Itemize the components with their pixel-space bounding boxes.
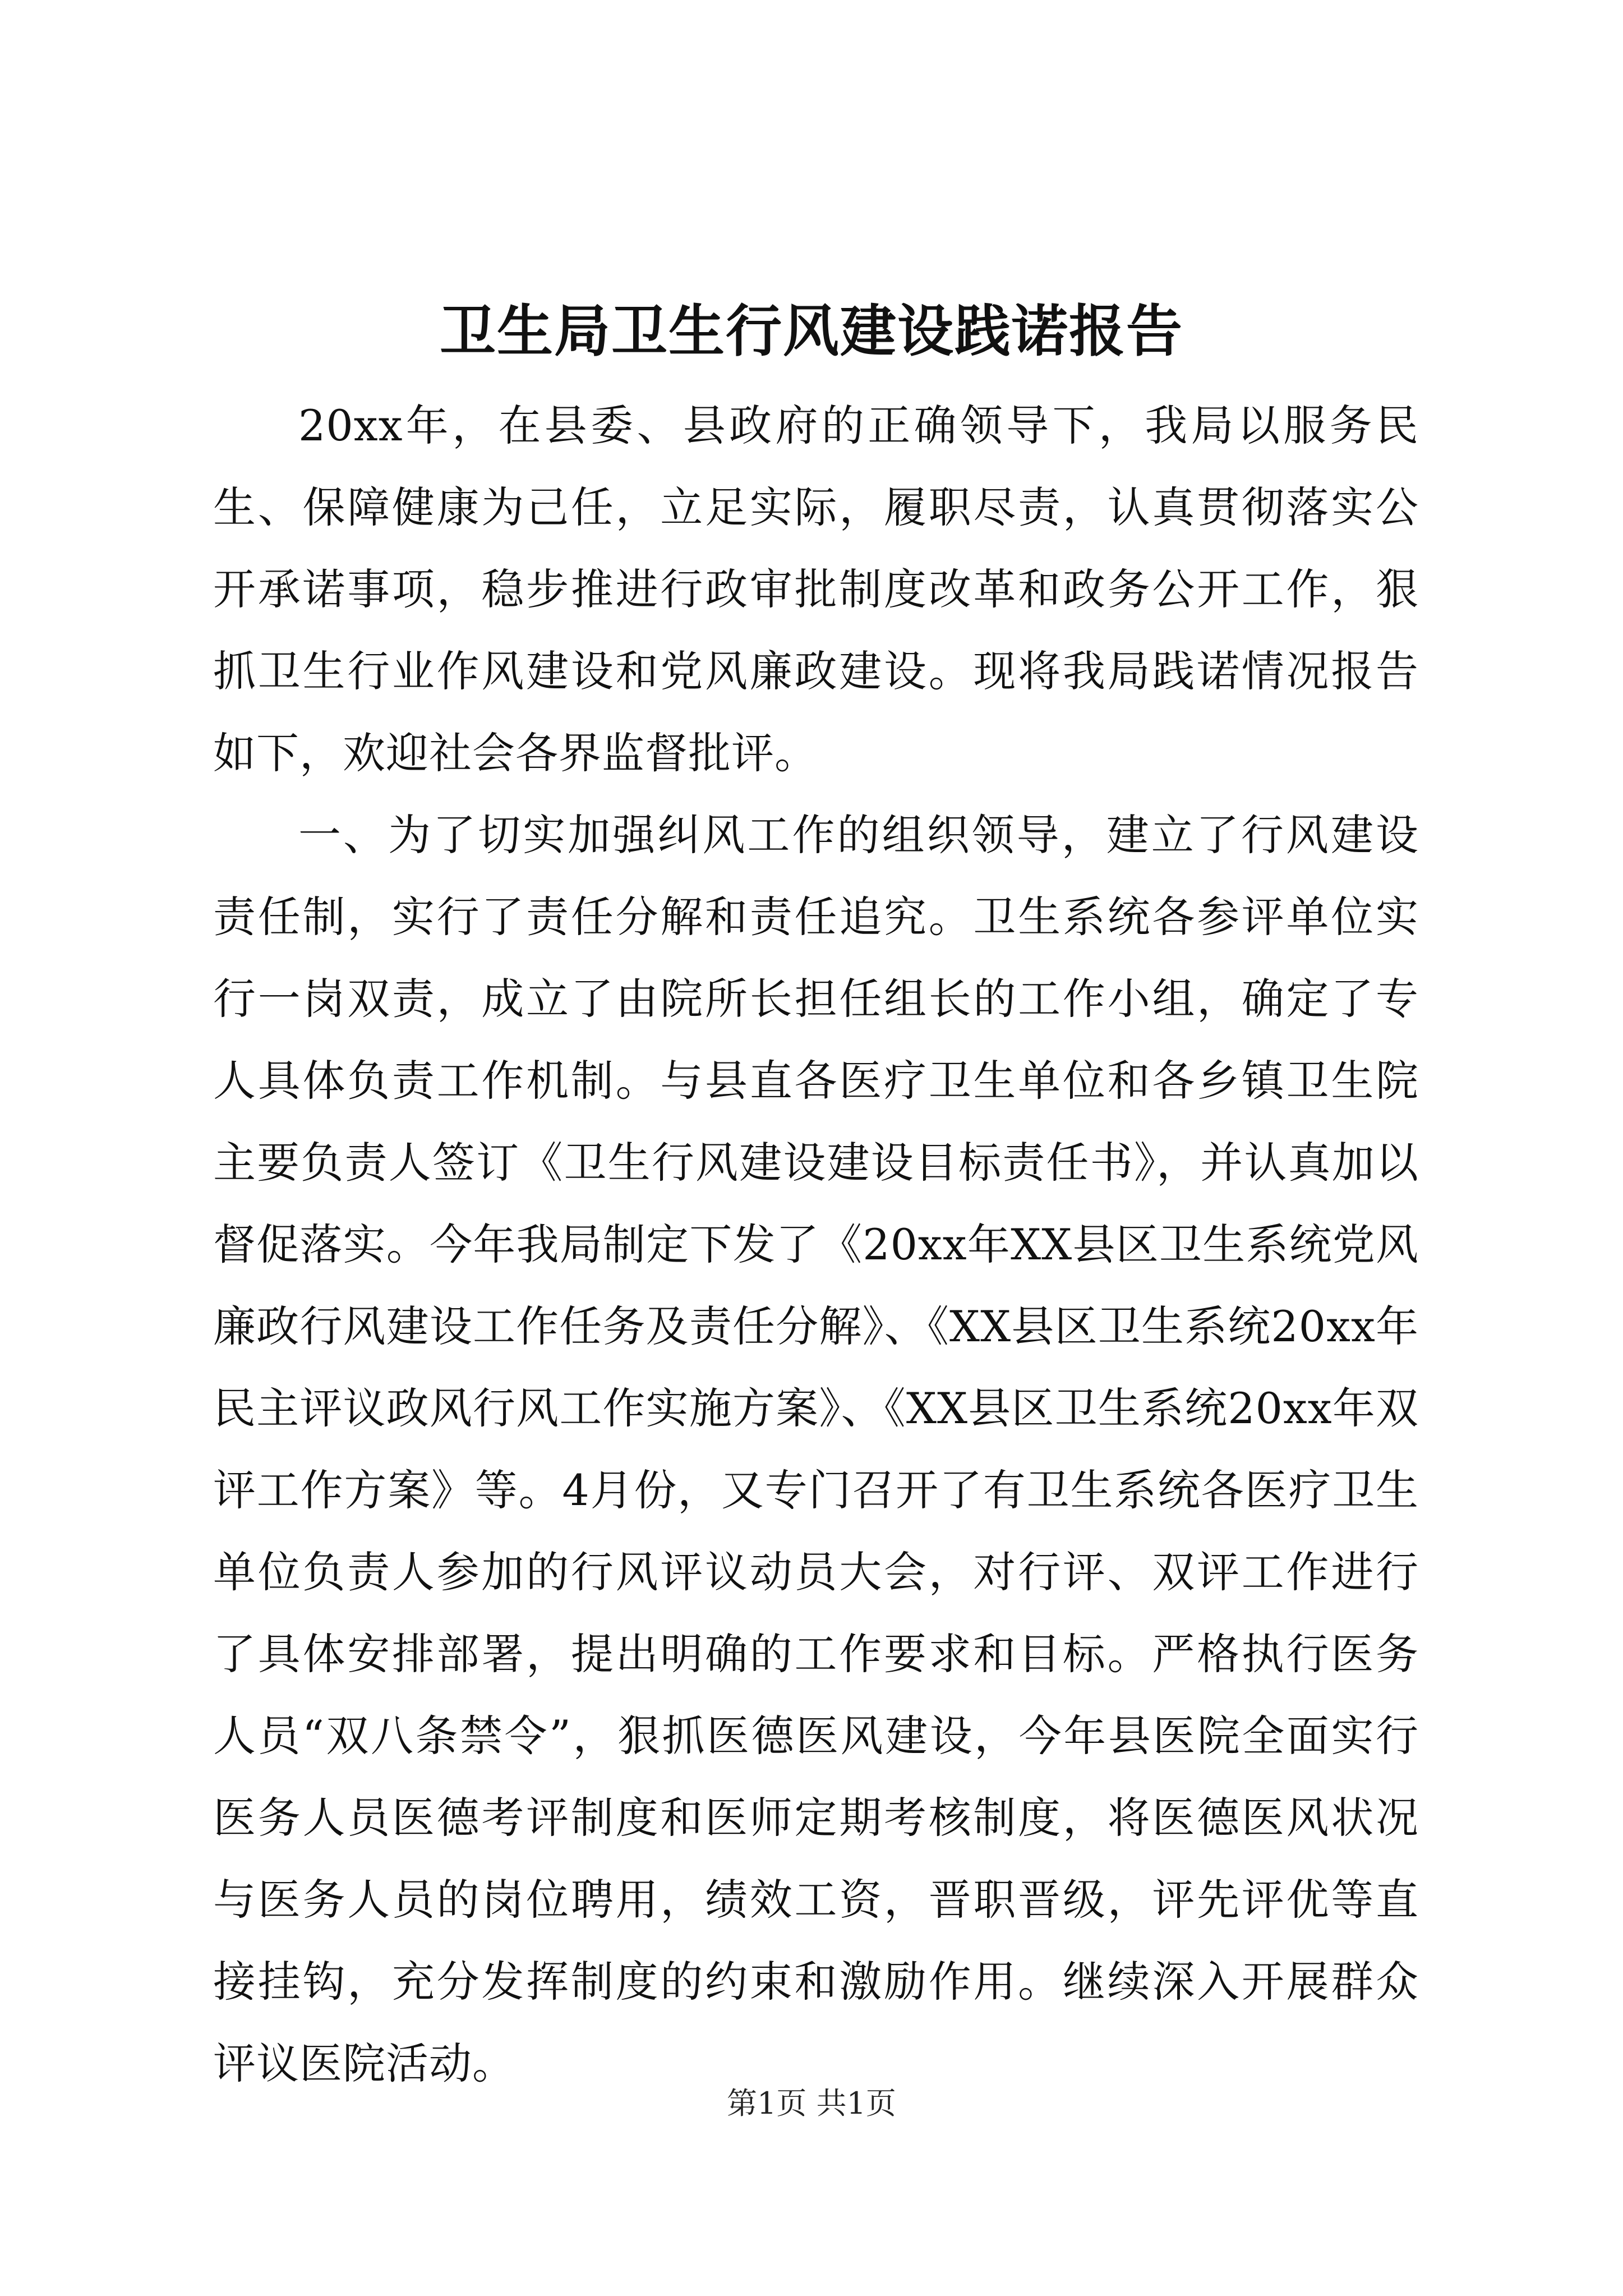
document-body <box>213 385 1419 2105</box>
paragraph-section-one: 一、为了切实加强纠风工作的组织领导，建立了行风建设责任制，实行了责任分解和责任追究。卫生系统各参评单位实行一岗双责，成立了由院所长担任组长的工作小组，确定了专人具体负责工作机制。与县直各医疗卫生单位和各乡镇卫生院主要负责人签订《卫生行风建设建设目标责任书》，并认真加以督促落实。今年我局制定下发了《20xx年XX县区卫生系统党风廉政行风建设工作任务及责任分解》、《XX县区卫生系统20xx年民主评议政风行风工作实施方案》、《XX县区卫生系统20xx年双评工作方案》等。4月份，又专门召开了有卫生系统各医疗卫生单位负责人参加的行风评议动员大会，对行评、双评工作进行了具体安排部署，提出明确的工作要求和目标。严格执行医务人员“双八条禁令”，狠抓医德医风建设，今年县医院全面实行医务人员医德考评制度和医师定期考核制度，将医德医风状况与医务人员的岗位聘用，绩效工资，晋职晋级，评先评优等直接挂钩，充分发挥制度的约束和激励作用。继续深入开展群众评议医院活动。 <box>213 810 1419 2088</box>
paragraph-intro: 20xx年，在县委、县政府的正确领导下，我局以服务民生、保障健康为己任，立足实际，履职尽责，认真贯彻落实公开承诺事项，稳步推进行政审批制度改革和政务公开工作，狠抓卫生行业作风建设和党风廉政建设。现将我局践诺情况报告如下，欢迎社会各界监督批评。 <box>213 401 1419 778</box>
page-number-footer: 第1页 共1页 <box>727 2086 896 2121</box>
document-title: 卫生局卫生行风建设践诺报告 <box>440 298 1183 364</box>
